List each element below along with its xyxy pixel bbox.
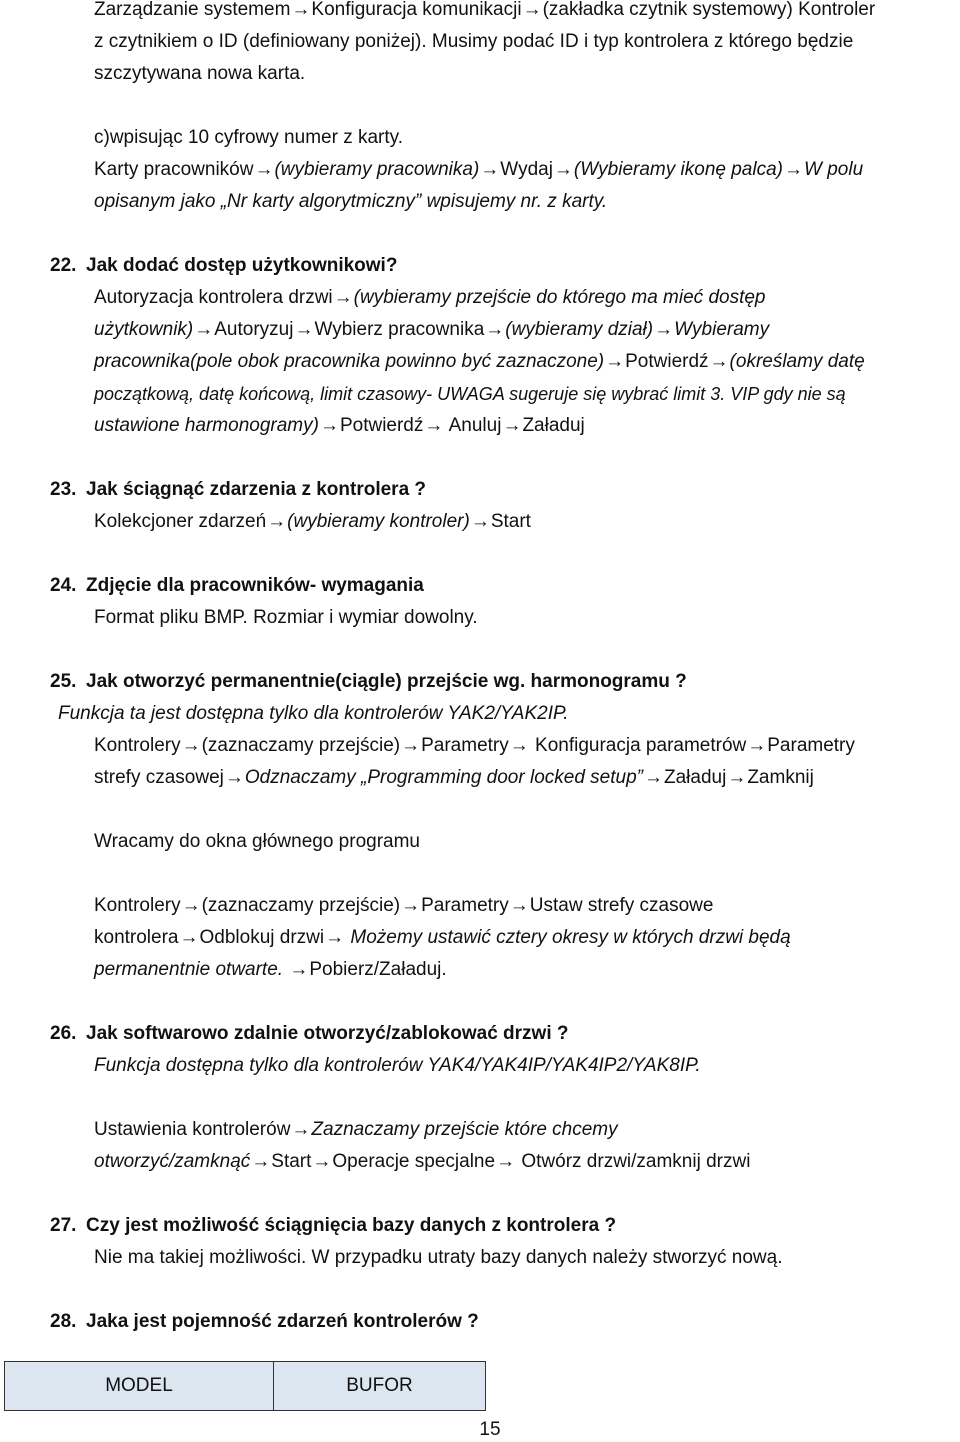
arrow-icon: → (553, 159, 573, 180)
arrow-icon: → (502, 415, 522, 436)
intro-text: W polu (804, 159, 864, 180)
intro-line-5 (94, 158, 863, 182)
q25-note: Funkcja ta jest dostępna tylko dla kontrolerów YAK2/YAK2IP. (58, 703, 569, 724)
answer-text: Start (490, 511, 531, 532)
q26-note: Funkcja dostępna tylko dla kontrolerów YAK4/YAK4IP/YAK4IP2/YAK8IP. (94, 1055, 701, 1076)
arrow-icon: → (179, 927, 199, 948)
answer-text: użytkownik) (94, 319, 194, 340)
q22-line-1 (94, 286, 766, 310)
answer-text: Autoryzuj (214, 319, 294, 340)
question-number: 23. (50, 479, 77, 500)
answer-text: (zaznaczamy przejście) (201, 735, 401, 756)
question-23-heading (50, 478, 426, 502)
question-28-heading (50, 1310, 479, 1334)
question-24-heading (50, 574, 424, 598)
intro-line-6: opisanym jako „Nr karty algorytmiczny” wpisujemy nr. z karty. (94, 191, 608, 212)
table-header-model: MODEL (5, 1362, 274, 1410)
answer-text: Anuluj (448, 415, 502, 436)
answer-text: Ustawienia kontrolerów (94, 1119, 291, 1140)
answer-text: Konfiguracja parametrów (535, 735, 747, 756)
arrow-icon: → (654, 319, 674, 340)
answer-text: (wybieramy kontroler) (287, 511, 470, 532)
arrow-icon: → (643, 767, 663, 788)
arrow-icon: → (291, 0, 311, 20)
q25-line-1 (94, 734, 855, 758)
question-title: Jaka jest pojemność zdarzeń kontrolerów ? (86, 1311, 479, 1332)
arrow-icon: → (289, 959, 309, 980)
answer-text: Odblokuj drzwi (199, 927, 325, 948)
q22-line-2 (94, 318, 769, 342)
intro-line-4: c)wpisując 10 cyfrowy numer z karty. (94, 127, 404, 148)
answer-text: Wybieramy (674, 319, 770, 340)
answer-text: permanentnie otwarte. (94, 959, 284, 980)
answer-text: Zaznaczamy przejście które chcemy (311, 1119, 618, 1140)
answer-text: Potwierdź (625, 351, 709, 372)
arrow-icon: → (224, 767, 244, 788)
capacity-table-header (4, 1361, 486, 1411)
question-number: 27. (50, 1215, 77, 1236)
question-number: 28. (50, 1311, 77, 1332)
arrow-icon: → (251, 1151, 271, 1172)
q25-back: Wracamy do okna głównego programu (94, 831, 420, 852)
question-title: Jak dodać dostęp użytkownikowi? (86, 255, 398, 276)
answer-text: Autoryzacja kontrolera drzwi (94, 287, 333, 308)
arrow-icon: → (485, 319, 505, 340)
arrow-icon: → (325, 927, 345, 948)
arrow-icon: → (294, 319, 314, 340)
table-header-bufor: BUFOR (346, 1375, 413, 1396)
q22-line-4: początkową, datę końcową, limit czasowy- UWAGA sugeruje się wybrać limit 3. VIP gdy nie są (94, 384, 846, 404)
q25-line-2 (94, 766, 814, 790)
answer-text: otworzyć/zamknąć (94, 1151, 251, 1172)
q22-line-3 (94, 350, 865, 374)
answer-text: Kolekcjoner zdarzeń (94, 511, 267, 532)
question-26-heading (50, 1022, 569, 1046)
intro-line-2: z czytnikiem o ID (definiowany poniżej). Musimy podać ID i typ kontrolera z którego będzie (94, 31, 854, 52)
arrow-icon: → (291, 1119, 311, 1140)
arrow-icon: → (747, 735, 767, 756)
answer-text: Kontrolery (94, 735, 181, 756)
answer-text: (zaznaczamy przejście) (201, 895, 401, 916)
q25-line-4 (94, 926, 791, 950)
arrow-icon: → (194, 319, 214, 340)
arrow-icon: → (319, 415, 339, 436)
intro-text: Wydaj (500, 159, 553, 180)
q26-line-1 (94, 1118, 618, 1142)
intro-text: Konfiguracja komunikacji (311, 0, 522, 20)
arrow-icon: → (401, 895, 421, 916)
answer-text: Parametry (421, 895, 509, 916)
q27-line-1: Nie ma takiej możliwości. W przypadku utraty bazy danych należy stworzyć nową. (94, 1247, 783, 1268)
page-number: 15 (479, 1419, 501, 1440)
arrow-icon: → (605, 351, 625, 372)
answer-text: Operacje specjalne (332, 1151, 496, 1172)
arrow-icon: → (254, 159, 274, 180)
question-title: Czy jest możliwość ściągnięcia bazy danych z kontrolera ? (86, 1215, 617, 1236)
answer-text: Potwierdź (339, 415, 424, 436)
answer-text: ustawione harmonogramy) (94, 415, 319, 436)
q24-line-1: Format pliku BMP. Rozmiar i wymiar dowolny. (94, 607, 478, 628)
q25-line-3 (94, 894, 713, 918)
answer-text: Pobierz/Załaduj. (309, 959, 447, 980)
question-number: 26. (50, 1023, 77, 1044)
question-title: Jak otworzyć permanentnie(ciągle) przejście wg. harmonogramu ? (86, 671, 687, 692)
answer-text: kontrolera (94, 927, 179, 948)
intro-text: Karty pracowników (94, 159, 254, 180)
arrow-icon: → (709, 351, 729, 372)
question-title: Jak softwarowo zdalnie otworzyć/zablokować drzwi ? (86, 1023, 569, 1044)
arrow-icon: → (267, 511, 287, 532)
question-25-heading (50, 670, 687, 694)
answer-text: Parametry (767, 735, 855, 756)
q22-line-5 (94, 414, 585, 438)
arrow-icon: → (181, 895, 201, 916)
arrow-icon: → (522, 0, 542, 20)
question-title: Jak ściągnąć zdarzenia z kontrolera ? (86, 479, 427, 500)
question-27-heading (50, 1214, 616, 1238)
arrow-icon: → (480, 159, 500, 180)
answer-text: Załaduj (522, 415, 585, 436)
answer-text: Zamknij (747, 767, 814, 788)
arrow-icon: → (181, 735, 201, 756)
arrow-icon: → (401, 735, 421, 756)
intro-text: (zakładka czytnik systemowy) Kontroler (542, 0, 876, 20)
answer-text: Parametry (421, 735, 509, 756)
question-title: Zdjęcie dla pracowników- wymagania (86, 575, 424, 596)
arrow-icon: → (424, 415, 444, 436)
answer-text: (określamy datę (729, 351, 865, 372)
arrow-icon: → (333, 287, 353, 308)
answer-text: Ustaw strefy czasowe (529, 895, 714, 916)
question-number: 22. (50, 255, 77, 276)
arrow-icon: → (509, 735, 529, 756)
answer-text: (wybieramy dział) (505, 319, 654, 340)
q23-line-1 (94, 510, 531, 534)
arrow-icon: → (727, 767, 747, 788)
question-number: 25. (50, 671, 77, 692)
arrow-icon: → (312, 1151, 332, 1172)
question-number: 24. (50, 575, 77, 596)
intro-text: (Wybieramy ikonę palca) (573, 159, 783, 180)
answer-text: (wybieramy przejście do którego ma mieć dostęp (353, 287, 766, 308)
arrow-icon: → (509, 895, 529, 916)
q26-line-2 (94, 1150, 750, 1174)
answer-text: Start (271, 1151, 312, 1172)
arrow-icon: → (470, 511, 490, 532)
answer-text: Kontrolery (94, 895, 181, 916)
intro-text: (wybieramy pracownika) (274, 159, 480, 180)
answer-text: pracownika(pole obok pracownika powinno być zaznaczone) (94, 351, 605, 372)
intro-text: Zarządzanie systemem (94, 0, 291, 20)
intro-line-3: szczytywana nowa karta. (94, 63, 306, 84)
answer-text: Otwórz drzwi/zamknij drzwi (521, 1151, 751, 1172)
answer-text: strefy czasowej (94, 767, 224, 788)
question-22-heading (50, 254, 397, 278)
arrow-icon: → (784, 159, 803, 180)
answer-text: Możemy ustawić cztery okresy w których drzwi będą (350, 927, 791, 948)
q25-line-5 (94, 958, 447, 982)
answer-text: Odznaczamy „Programming door locked setup” (244, 767, 643, 788)
intro-line-1 (94, 0, 875, 22)
answer-text: Wybierz pracownika (314, 319, 485, 340)
arrow-icon: → (496, 1151, 516, 1172)
answer-text: Załaduj (663, 767, 727, 788)
